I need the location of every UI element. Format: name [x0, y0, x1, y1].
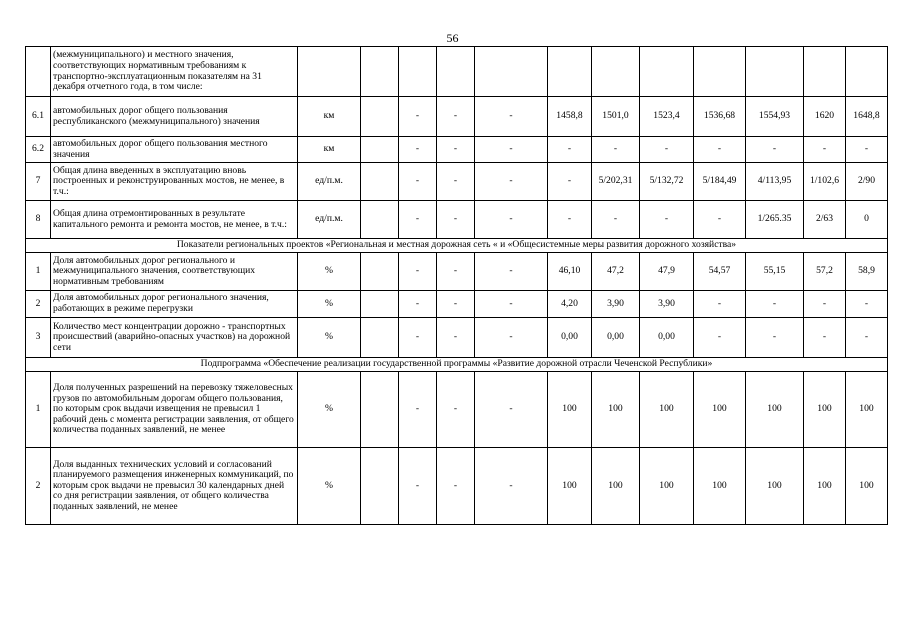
- section-header: Показатели региональных проектов «Региональная и местная дорожная сеть « и «Общесистемные меры развития дорожного хозяйства»: [26, 239, 888, 253]
- unit-cell: %: [298, 448, 361, 525]
- value-cell: 54,57: [694, 253, 746, 291]
- value-cell: 4/113,95: [746, 163, 804, 201]
- value-cell: -: [437, 137, 475, 163]
- row-number: 6.1: [26, 97, 51, 137]
- value-cell: -: [804, 291, 846, 318]
- value-cell: 46,10: [548, 253, 592, 291]
- value-cell: -: [399, 201, 437, 239]
- value-cell: 100: [846, 448, 888, 525]
- value-cell: -: [437, 372, 475, 448]
- value-cell: [361, 318, 399, 358]
- value-cell: [846, 47, 888, 97]
- row-number: 2: [26, 291, 51, 318]
- value-cell: -: [804, 318, 846, 358]
- value-cell: 4,20: [548, 291, 592, 318]
- table-row: [26, 47, 888, 97]
- value-cell: 57,2: [804, 253, 846, 291]
- indicator-name: Общая длина отремонтированных в результате капитального ремонта и ремонта мостов, не менее, в т.ч.:: [51, 201, 298, 239]
- value-cell: -: [592, 137, 640, 163]
- value-cell: [592, 47, 640, 97]
- value-cell: -: [475, 291, 548, 318]
- indicator-name: автомобильных дорог общего пользования местного значения: [51, 137, 298, 163]
- value-cell: -: [399, 372, 437, 448]
- row-number: 7: [26, 163, 51, 201]
- row-number: 6.2: [26, 137, 51, 163]
- value-cell: [437, 47, 475, 97]
- value-cell: 100: [640, 448, 694, 525]
- value-cell: 1648,8: [846, 97, 888, 137]
- value-cell: -: [475, 448, 548, 525]
- value-cell: -: [640, 201, 694, 239]
- section-header: Подпрограмма «Обеспечение реализации государственной программы «Развитие дорожной отрасли Чеченской Республики»: [26, 358, 888, 372]
- value-cell: [361, 47, 399, 97]
- value-cell: [361, 448, 399, 525]
- value-cell: -: [399, 163, 437, 201]
- value-cell: [640, 47, 694, 97]
- value-cell: -: [548, 137, 592, 163]
- value-cell: 1501,0: [592, 97, 640, 137]
- value-cell: 1/102,6: [804, 163, 846, 201]
- value-cell: 5/184,49: [694, 163, 746, 201]
- unit-cell: ед/п.м.: [298, 163, 361, 201]
- indicator-name: Доля автомобильных дорог регионального и межмуниципального значения, соответствующих нормативным требованиям: [51, 253, 298, 291]
- value-cell: 1458,8: [548, 97, 592, 137]
- indicator-name: (межмуниципального) и местного значения, соответствующих нормативным требованиям к транспортно-эксплуатационным показателям на 31 декабря отчетного года, в том числе:: [51, 47, 298, 97]
- indicator-name: автомобильных дорог общего пользования республиканского (межмуниципального) значения: [51, 97, 298, 137]
- value-cell: -: [548, 163, 592, 201]
- value-cell: [804, 47, 846, 97]
- value-cell: 100: [846, 372, 888, 448]
- value-cell: 1554,93: [746, 97, 804, 137]
- value-cell: -: [399, 97, 437, 137]
- indicator-name: Доля выданных технических условий и согласований планируемого размещения инженерных коммуникаций, по которым срок выдачи не превысил 30 календарных дней со дня регистрации заявления, от общего количества поданных заявлений, не менее: [51, 448, 298, 525]
- table-row: [26, 137, 888, 163]
- unit-cell: %: [298, 372, 361, 448]
- value-cell: [361, 372, 399, 448]
- table-row: [26, 201, 888, 239]
- value-cell: 1620: [804, 97, 846, 137]
- value-cell: 100: [804, 448, 846, 525]
- value-cell: 1536,68: [694, 97, 746, 137]
- table-row: [26, 318, 888, 358]
- value-cell: 3,90: [640, 291, 694, 318]
- indicator-name: Количество мест концентрации дорожно - транспортных происшествий (аварийно-опасных участков) на дорожной сети: [51, 318, 298, 358]
- unit-cell: %: [298, 291, 361, 318]
- unit-cell: %: [298, 253, 361, 291]
- value-cell: -: [475, 318, 548, 358]
- value-cell: 2/63: [804, 201, 846, 239]
- value-cell: 100: [746, 448, 804, 525]
- value-cell: -: [475, 201, 548, 239]
- value-cell: -: [746, 291, 804, 318]
- value-cell: 100: [694, 372, 746, 448]
- value-cell: 0,00: [548, 318, 592, 358]
- table-row: [26, 372, 888, 448]
- value-cell: 1/265.35: [746, 201, 804, 239]
- value-cell: -: [399, 448, 437, 525]
- section-header-row: [26, 358, 888, 372]
- value-cell: 100: [746, 372, 804, 448]
- unit-cell: км: [298, 137, 361, 163]
- value-cell: 100: [694, 448, 746, 525]
- value-cell: -: [694, 201, 746, 239]
- table-row: [26, 97, 888, 137]
- indicator-name: Доля автомобильных дорог регионального значения, работающих в режиме перегрузки: [51, 291, 298, 318]
- value-cell: [361, 253, 399, 291]
- value-cell: -: [846, 318, 888, 358]
- value-cell: 3,90: [592, 291, 640, 318]
- row-number: 8: [26, 201, 51, 239]
- value-cell: 0,00: [592, 318, 640, 358]
- value-cell: -: [746, 137, 804, 163]
- value-cell: [361, 291, 399, 318]
- value-cell: 2/90: [846, 163, 888, 201]
- value-cell: 0,00: [640, 318, 694, 358]
- value-cell: 100: [804, 372, 846, 448]
- value-cell: [361, 137, 399, 163]
- value-cell: 100: [592, 448, 640, 525]
- value-cell: -: [694, 137, 746, 163]
- value-cell: -: [640, 137, 694, 163]
- value-cell: -: [437, 448, 475, 525]
- row-number: [26, 47, 51, 97]
- section-header-row: [26, 239, 888, 253]
- value-cell: -: [804, 137, 846, 163]
- table-row: [26, 448, 888, 525]
- value-cell: 100: [640, 372, 694, 448]
- table-body: [26, 47, 888, 525]
- value-cell: 47,9: [640, 253, 694, 291]
- value-cell: -: [475, 97, 548, 137]
- value-cell: -: [846, 291, 888, 318]
- row-number: 1: [26, 372, 51, 448]
- value-cell: -: [475, 137, 548, 163]
- page-number: 56: [446, 31, 459, 45]
- row-number: 1: [26, 253, 51, 291]
- value-cell: -: [437, 318, 475, 358]
- value-cell: -: [437, 201, 475, 239]
- value-cell: 55,15: [746, 253, 804, 291]
- value-cell: [746, 47, 804, 97]
- row-number: 2: [26, 448, 51, 525]
- value-cell: -: [592, 201, 640, 239]
- value-cell: 100: [548, 448, 592, 525]
- unit-cell: км: [298, 97, 361, 137]
- value-cell: 47,2: [592, 253, 640, 291]
- value-cell: 0: [846, 201, 888, 239]
- value-cell: 5/132,72: [640, 163, 694, 201]
- unit-cell: %: [298, 318, 361, 358]
- value-cell: -: [475, 372, 548, 448]
- value-cell: 1523,4: [640, 97, 694, 137]
- value-cell: -: [694, 318, 746, 358]
- value-cell: -: [399, 291, 437, 318]
- value-cell: -: [399, 137, 437, 163]
- value-cell: -: [437, 253, 475, 291]
- value-cell: -: [399, 253, 437, 291]
- value-cell: -: [694, 291, 746, 318]
- indicator-name: Общая длина введенных в эксплуатацию вновь построенных и реконструированных мостов, не менее, в т.ч.:: [51, 163, 298, 201]
- value-cell: -: [437, 163, 475, 201]
- value-cell: [475, 47, 548, 97]
- value-cell: -: [475, 253, 548, 291]
- value-cell: [694, 47, 746, 97]
- value-cell: -: [399, 318, 437, 358]
- value-cell: [361, 201, 399, 239]
- value-cell: -: [846, 137, 888, 163]
- value-cell: 100: [548, 372, 592, 448]
- row-number: 3: [26, 318, 51, 358]
- value-cell: [399, 47, 437, 97]
- indicator-name: Доля полученных разрешений на перевозку тяжеловесных грузов по автомобильным дорогам общего пользования, по которым срок выдачи извещения не превысил 1 рабочий день с момента регистрации заявления, от общего количества поданных заявлений, не менее: [51, 372, 298, 448]
- value-cell: [548, 47, 592, 97]
- table-row: [26, 291, 888, 318]
- value-cell: 58,9: [846, 253, 888, 291]
- table-row: [26, 253, 888, 291]
- value-cell: -: [475, 163, 548, 201]
- value-cell: [361, 97, 399, 137]
- value-cell: -: [746, 318, 804, 358]
- value-cell: [361, 163, 399, 201]
- value-cell: 5/202,31: [592, 163, 640, 201]
- value-cell: -: [548, 201, 592, 239]
- unit-cell: [298, 47, 361, 97]
- indicators-table: [25, 46, 888, 525]
- value-cell: 100: [592, 372, 640, 448]
- value-cell: -: [437, 291, 475, 318]
- unit-cell: ед/п.м.: [298, 201, 361, 239]
- value-cell: -: [437, 97, 475, 137]
- table-row: [26, 163, 888, 201]
